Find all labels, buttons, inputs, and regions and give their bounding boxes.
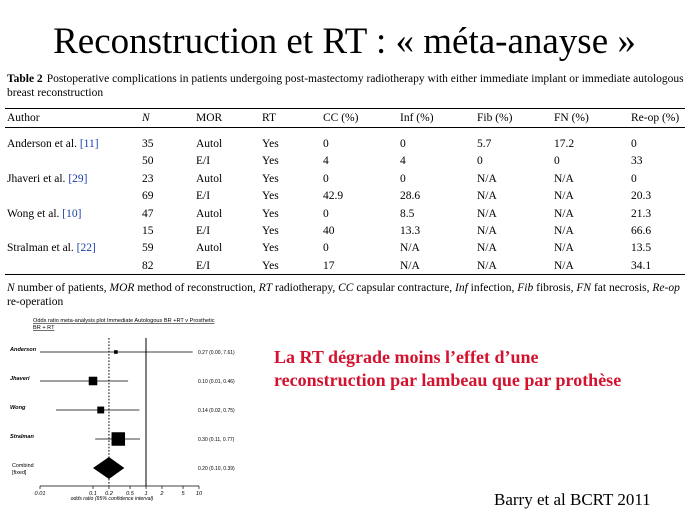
table-footnote	[7, 281, 685, 309]
table-cell-rt: Yes	[262, 173, 279, 185]
forest-effect-label: 0.27 (0.00, 7.61)	[198, 349, 235, 356]
forest-x-tick-label: 10	[195, 491, 203, 497]
table-cell-n: 47	[142, 208, 154, 220]
table-cell-mor: Autol	[196, 138, 223, 150]
forest-combined-label: 0.20 (0.10, 0.39)	[198, 465, 235, 472]
forest-plot-xlabel: odds ratio (95% confidence interval)	[70, 496, 154, 502]
table-cell-rt: Yes	[262, 225, 279, 237]
footnote-abbr: Fib	[517, 282, 534, 294]
table-cell-mor: E/I	[196, 225, 211, 237]
forest-plot-rows	[9, 347, 235, 479]
forest-study-name: Stralman	[10, 434, 34, 440]
forest-combined-type: [fixed]	[12, 470, 27, 476]
table-cell-fn: N/A	[554, 242, 574, 254]
table-cell-inf: 0	[400, 173, 406, 185]
table-cell-fib: N/A	[477, 225, 497, 237]
forest-x-tick-label: 0.1	[89, 491, 97, 497]
table-bottom-rule	[5, 274, 685, 275]
table-header-fib: Fib (%)	[477, 112, 513, 124]
table-cell-fib: 5.7	[477, 138, 492, 150]
table-cell-n: 23	[142, 173, 154, 185]
table-cell-mor: Autol	[196, 208, 223, 220]
table-cell-reop: 0	[631, 173, 637, 185]
table-cell-cc: 40	[323, 225, 335, 237]
table-cell-inf: 13.3	[400, 225, 421, 237]
table-cell-reop: 20.3	[631, 190, 652, 202]
table-cell-fn: 0	[554, 155, 560, 167]
footnote-abbr: RT	[258, 282, 273, 294]
table-cell-fib: N/A	[477, 260, 497, 272]
table-header-n: N	[142, 112, 150, 124]
table-cell-inf: 8.5	[400, 208, 415, 220]
table-cell-reop: 66.6	[631, 225, 652, 237]
table-cell-fib: N/A	[477, 173, 497, 185]
table-label: Table 2	[7, 73, 43, 85]
table-header-reop: Re-op (%)	[631, 112, 680, 124]
conclusion-note	[274, 346, 621, 392]
table-cell-rt: Yes	[262, 138, 279, 150]
forest-effect-marker	[114, 350, 118, 354]
table-cell-fn: N/A	[554, 208, 574, 220]
table-cell-reop: 13.5	[631, 242, 652, 254]
table-cell-mor: Autol	[196, 242, 223, 254]
table-cell-cc: 4	[323, 155, 329, 167]
table-cell-fn: N/A	[554, 225, 574, 237]
table-cell-cc: 0	[323, 173, 329, 185]
forest-effect-label: 0.10 (0.01, 0.46)	[198, 378, 235, 385]
table-caption-text: Postoperative complications in patients undergoing post-mastectomy radiotherapy with either immediate implant or immediate autologous breast reconstruction	[7, 73, 684, 99]
citation-link[interactable]: [11]	[79, 138, 99, 150]
table-cell-reop: 34.1	[631, 260, 652, 272]
table-header-mor: MOR	[196, 112, 223, 124]
table-cell-cc: 0	[323, 242, 329, 254]
forest-combined-row	[12, 457, 235, 479]
table-cell-fib: 0	[477, 155, 483, 167]
footnote-abbr: MOR	[109, 282, 135, 294]
forest-x-tick-label: 1	[144, 491, 148, 497]
table-cell-fib: N/A	[477, 190, 497, 202]
table-cell-n: 59	[142, 242, 154, 254]
table-cell-rt: Yes	[262, 260, 279, 272]
table-cell-n: 35	[142, 138, 154, 150]
forest-plot	[0, 314, 262, 504]
forest-study-row	[10, 376, 235, 385]
table-cell-inf: 0	[400, 138, 406, 150]
table-cell-author	[7, 137, 99, 151]
table-cell-inf: 28.6	[400, 190, 421, 202]
forest-combined-name: Combind	[12, 463, 34, 469]
forest-study-name: Jhaveri	[10, 376, 30, 382]
forest-x-tick-label: 0.01	[34, 491, 46, 497]
forest-effect-marker	[112, 432, 126, 446]
forest-effect-label: 0.14 (0.02, 0.75)	[198, 407, 235, 414]
table-cell-reop: 0	[631, 138, 637, 150]
footnote-text: infection,	[467, 282, 518, 294]
table-cell-inf: 4	[400, 155, 406, 167]
table-cell-n: 15	[142, 225, 154, 237]
forest-x-tick-label: 0.5	[126, 491, 134, 497]
forest-effect-label: 0.30 (0.11, 0.77)	[198, 436, 235, 443]
table-cell-fn: N/A	[554, 260, 574, 272]
footnote-text: number of patients,	[14, 282, 110, 294]
citation-link[interactable]: [10]	[62, 208, 82, 220]
table-header-inf: Inf (%)	[400, 112, 434, 124]
table-cell-fn: N/A	[554, 190, 574, 202]
table-cell-n: 82	[142, 260, 154, 272]
footnote-text: fat necrosis,	[591, 282, 653, 294]
footnote-text: method of reconstruction,	[134, 282, 259, 294]
footnote-text: fibrosis,	[533, 282, 577, 294]
table-cell-reop: 21.3	[631, 208, 652, 220]
slide-title: Reconstruction et RT : « méta-anayse »	[53, 21, 636, 62]
author-name: Anderson et al.	[7, 138, 77, 150]
forest-combined-diamond	[93, 457, 124, 479]
table-cell-fib: N/A	[477, 242, 497, 254]
forest-x-tick-label: 2	[160, 491, 164, 497]
table-header-rule	[5, 127, 685, 128]
table-cell-mor: E/I	[196, 260, 211, 272]
forest-x-tick-label: 5	[181, 491, 185, 497]
forest-study-row	[10, 405, 235, 414]
table-cell-inf: N/A	[400, 242, 420, 254]
table-top-rule	[5, 108, 685, 109]
table-cell-fn: N/A	[554, 173, 574, 185]
footnote-text: radiotherapy,	[272, 282, 339, 294]
footnote-abbr: Inf	[454, 282, 468, 294]
conclusion-line-2: reconstruction par lambeau que par prothèse	[274, 370, 622, 390]
table-cell-author	[7, 172, 87, 186]
forest-x-tick-label: 0.2	[105, 491, 113, 497]
forest-study-row	[10, 432, 235, 446]
table-cell-inf: N/A	[400, 260, 420, 272]
table-cell-author	[7, 207, 81, 221]
forest-plot-axis	[35, 338, 203, 497]
table-cell-mor: E/I	[196, 190, 211, 202]
footnote-text: capsular contracture,	[353, 282, 455, 294]
footnote-abbr: Re-op	[652, 282, 680, 294]
table-header-rt: RT	[262, 112, 277, 124]
table-cell-n: 50	[142, 155, 154, 167]
forest-study-row	[9, 347, 235, 356]
table-cell-rt: Yes	[262, 242, 279, 254]
table-caption	[7, 72, 685, 100]
table-cell-mor: Autol	[196, 173, 223, 185]
table-cell-rt: Yes	[262, 155, 279, 167]
table-cell-cc: 0	[323, 138, 329, 150]
footnote-text: re-operation	[7, 296, 64, 308]
conclusion-line-1: La RT dégrade moins l’effet d’une	[274, 347, 539, 367]
forest-plot-title-line1: Odds ratio meta-analysis plot Immediate Autologous BR +RT v Prosthetic	[33, 318, 215, 324]
table-header-fn: FN (%)	[554, 112, 589, 124]
table-cell-fib: N/A	[477, 208, 497, 220]
footnote-abbr: FN	[576, 282, 592, 294]
forest-effect-marker	[89, 377, 98, 386]
table-cell-fn: 17.2	[554, 138, 575, 150]
table-cell-reop: 33	[631, 155, 643, 167]
citation-link[interactable]: [29]	[68, 173, 88, 185]
table-cell-n: 69	[142, 190, 154, 202]
table-header-author: Author	[7, 112, 40, 124]
footnote-abbr: CC	[338, 282, 354, 294]
author-name: Stralman et al.	[7, 242, 74, 254]
table-cell-cc: 42.9	[323, 190, 344, 202]
forest-effect-marker	[97, 407, 104, 414]
footnote-abbr: N	[7, 282, 15, 294]
author-name: Jhaveri et al.	[7, 173, 66, 185]
forest-study-name: Anderson	[10, 347, 37, 353]
table-cell-cc: 17	[323, 260, 335, 272]
forest-plot-title-line2: BR + RT	[33, 325, 55, 331]
table-cell-author	[7, 241, 96, 255]
citation-link[interactable]: [22]	[76, 242, 96, 254]
reference-citation: Barry et al BCRT 2011	[494, 490, 651, 509]
table-cell-cc: 0	[323, 208, 329, 220]
author-name: Wong et al.	[7, 208, 60, 220]
table-cell-rt: Yes	[262, 190, 279, 202]
table-cell-rt: Yes	[262, 208, 279, 220]
table-header-cc: CC (%)	[323, 112, 359, 124]
table-cell-mor: E/I	[196, 155, 211, 167]
forest-study-name: Wong	[10, 405, 26, 411]
